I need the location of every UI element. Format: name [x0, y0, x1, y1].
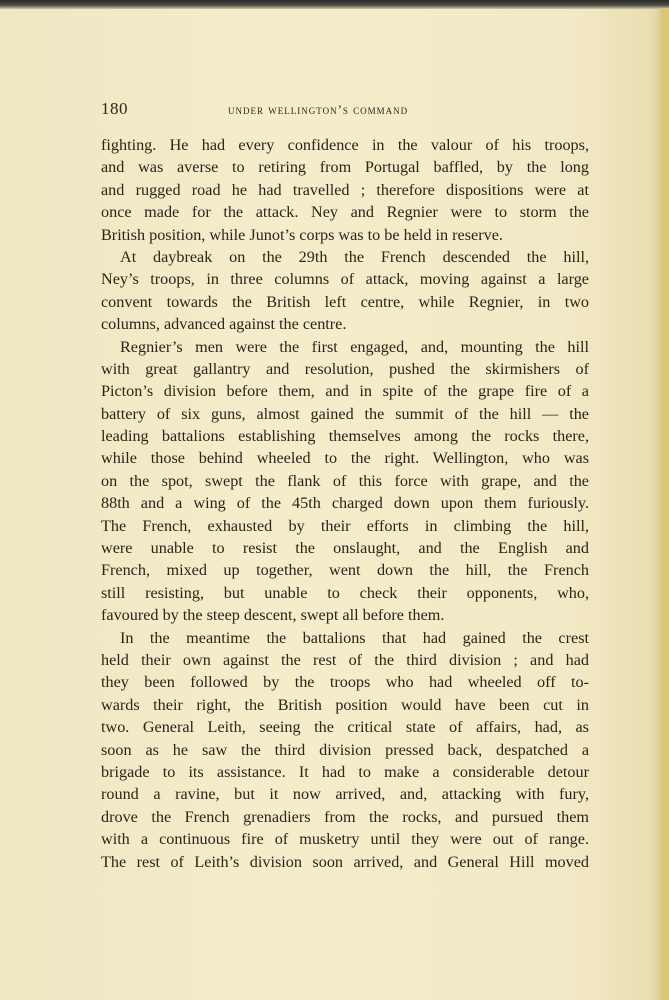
text-line: round a ravine, but it now arrived, and, attacking with fury, [101, 785, 589, 804]
page-top-border [0, 0, 669, 9]
running-head: under wellington’s command [228, 102, 409, 117]
text-line: and was averse to retiring from Portugal baffled, by the long [101, 158, 589, 177]
text-line: held their own against the rest of the third division ; and had [101, 650, 589, 669]
text-line: The French, exhausted by their efforts in climbing the hill, [101, 516, 589, 535]
text-line: on the spot, swept the flank of this force with grape, and the [101, 471, 589, 490]
text-line: and rugged road he had travelled ; therefore dispositions were at [101, 180, 589, 199]
text-line: leading battalions establishing themselves among the rocks there, [101, 427, 589, 446]
text-line: Regnier’s men were the first engaged, and, mounting the hill [120, 337, 589, 356]
text-line: with a continuous fire of musketry until they were out of range. [101, 830, 589, 849]
text-line: At daybreak on the 29th the French descended the hill, [120, 247, 589, 266]
text-line: columns, advanced against the centre. [101, 315, 347, 334]
text-line: Picton’s division before them, and in spite of the grape fire of a [101, 382, 589, 401]
text-line: while those behind wheeled to the right. Wellington, who was [101, 449, 589, 468]
text-line: favoured by the steep descent, swept all before them. [101, 606, 445, 625]
text-line: once made for the attack. Ney and Regnier were to storm the [101, 203, 589, 222]
page-number: 180 [101, 99, 128, 118]
text-line: drove the French grenadiers from the rocks, and pursued them [101, 807, 589, 826]
page-header [101, 98, 589, 120]
text-line: Ney’s troops, in three columns of attack, moving against a large [101, 270, 589, 289]
text-line: British position, while Junot’s corps was to be held in reserve. [101, 225, 503, 244]
page-edge-shadow [657, 8, 669, 1000]
text-line: 88th and a wing of the 45th charged down upon them furiously. [101, 494, 589, 513]
text-line: still resisting, but unable to check their opponents, who, [101, 583, 589, 602]
text-line: battery of six guns, almost gained the summit of the hill — the [101, 404, 589, 423]
text-line: fighting. He had every confidence in the valour of his troops, [101, 136, 589, 154]
text-line: In the meantime the battalions that had gained the crest [120, 628, 589, 647]
text-line: convent towards the British left centre, while Regnier, in two [101, 292, 589, 311]
text-line: The rest of Leith’s division soon arrived, and General Hill moved [101, 852, 589, 871]
text-line: they been followed by the troops who had wheeled off to- [101, 673, 589, 692]
text-line: wards their right, the British position would have been cut in [101, 695, 589, 714]
text-line: French, mixed up together, went down the hill, the French [101, 561, 589, 580]
text-line: two. General Leith, seeing the critical state of affairs, had, as [101, 718, 589, 737]
text-line: brigade to its assistance. It had to make a considerable detour [101, 762, 589, 781]
text-line: with great gallantry and resolution, pushed the skirmishers of [101, 359, 589, 378]
text-line: were unable to resist the onslaught, and the English and [101, 539, 589, 558]
text-line: soon as he saw the third division pressed back, despatched a [101, 740, 589, 759]
body-text [101, 134, 589, 873]
